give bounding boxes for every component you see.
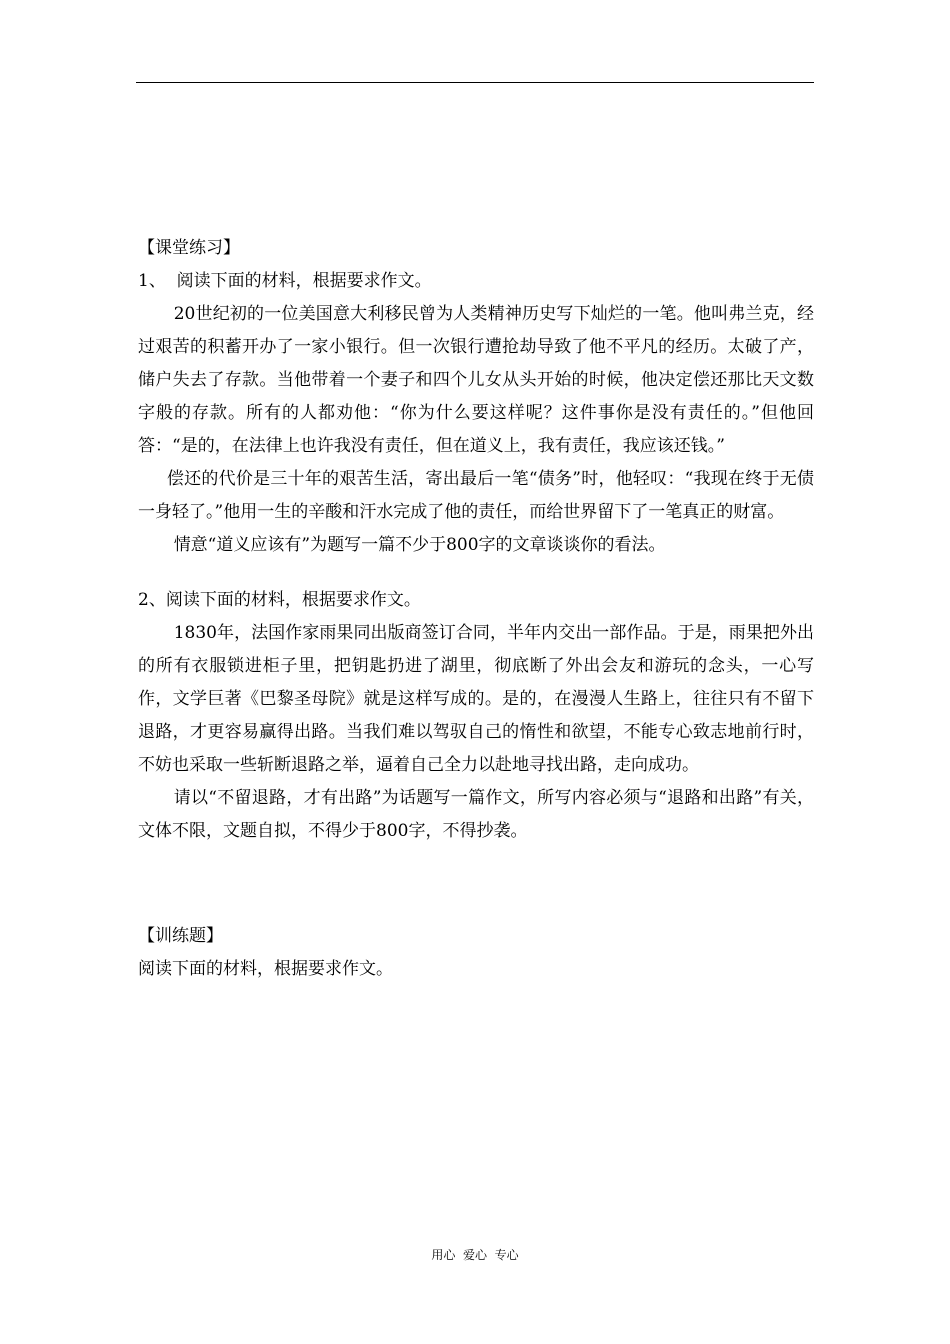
- question-2-title: 2、阅读下面的材料，根据要求作文。: [138, 590, 421, 610]
- question-1-material-paragraph-2: 偿还的代价是三十年的艰苦生活，寄出最后一笔“债务”时，他轻叹：“我现在终于无债一身轻了。”他用一生的辛酸和汗水完成了他的责任，而给世界留下了一笔真正的财富。: [138, 469, 814, 522]
- section-heading-training: 【训练题】: [138, 926, 223, 946]
- section-heading-classroom-practice: 【课堂练习】: [138, 238, 240, 258]
- question-2-material-paragraph: 1830年，法国作家雨果同出版商签订合同，半年内交出一部作品。于是，雨果把外出的所有衣服锁进柜子里，把钥匙扔进了湖里，彻底断了外出会友和游玩的念头，一心写作，文学巨著《巴黎圣母院》就是这样写成的。是的，在漫漫人生路上，往往只有不留下退路，才更容易赢得出路。当我们难以驾驭自己的惰性和欲望，不能专心致志地前行时，不妨也采取一些斩断退路之举，逼着自己全力以赴地寻找出路，走向成功。: [138, 623, 814, 775]
- page-footer: 用心 爱心 专心: [431, 1248, 519, 1262]
- spacer: [138, 848, 814, 920]
- question-1-material-paragraph-1: 20世纪初的一位美国意大利移民曾为人类精神历史写下灿烂的一笔。他叫弗兰克，经过艰苦的积蓄开办了一家小银行。但一次银行遭抢劫导致了他不平凡的经历。太破了产，储户失去了存款。当他带着一个妻子和四个儿女从头开始的时候，他决定偿还那比天文数字般的存款。所有的人都劝他：“你为什么要这样呢？这件事你是没有责任的。”但他回答：“是的，在法律上也许我没有责任，但在道义上，我有责任，我应该还钱。”: [138, 304, 814, 456]
- question-2-writing-prompt: 请以“不留退路，才有出路”为话题写一篇作文，所写内容必须与“退路和出路”有关，文体不限，文题自拟，不得少于800字，不得抄袭。: [138, 788, 814, 841]
- training-instruction: 阅读下面的材料，根据要求作文。: [138, 959, 393, 979]
- header-rule: [136, 82, 814, 83]
- question-1-writing-prompt: 情意“道义应该有”为题写一篇不少于800字的文章谈谈你的看法。: [173, 535, 666, 555]
- document-body: [138, 232, 814, 986]
- question-1-title: 1、 阅读下面的材料，根据要求作文。: [138, 271, 432, 291]
- spacer: [138, 562, 814, 584]
